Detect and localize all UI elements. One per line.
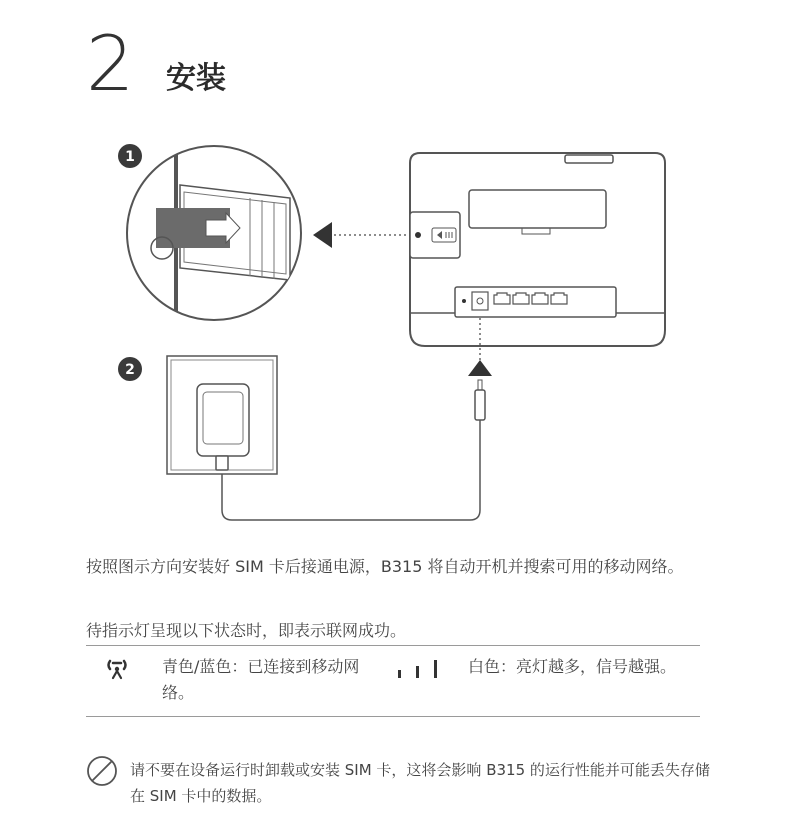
section-title: 安装 [166, 61, 226, 96]
power-pointer-arrow [468, 360, 492, 376]
sim-slot-zoom [127, 140, 301, 330]
signal-bars-icon [394, 656, 450, 684]
warning-text: 请不要在设备运行时卸载或安装 SIM 卡，这将会影响 B315 的运行性能并可能丢失存储在 SIM 卡中的数据。 [130, 761, 710, 805]
step-number: 2 [86, 19, 135, 108]
indicator-status-table [86, 645, 700, 717]
instruction-paragraph-2: 待指示灯呈现以下状态时，即表示联网成功。 [86, 621, 407, 640]
pointer-arrow [313, 222, 332, 248]
network-antenna-icon [104, 656, 130, 686]
router-back [410, 153, 665, 346]
instruction-paragraph-1: 按照图示方向安装好 SIM 卡后接通电源，B315 将自动开机并搜索可用的移动网络。 [86, 557, 684, 576]
status-description-white: 白色：亮灯越多，信号越强。 [468, 657, 677, 676]
step-2-badge [118, 357, 142, 381]
step-1-badge-label: 1 [125, 149, 135, 165]
power-adapter [167, 356, 277, 474]
status-description-cyan: 青色/蓝色：已连接到移动网络。 [162, 657, 360, 702]
step-1-badge [118, 144, 142, 168]
step-2-badge-label: 2 [125, 362, 135, 378]
prohibited-icon [86, 755, 118, 791]
